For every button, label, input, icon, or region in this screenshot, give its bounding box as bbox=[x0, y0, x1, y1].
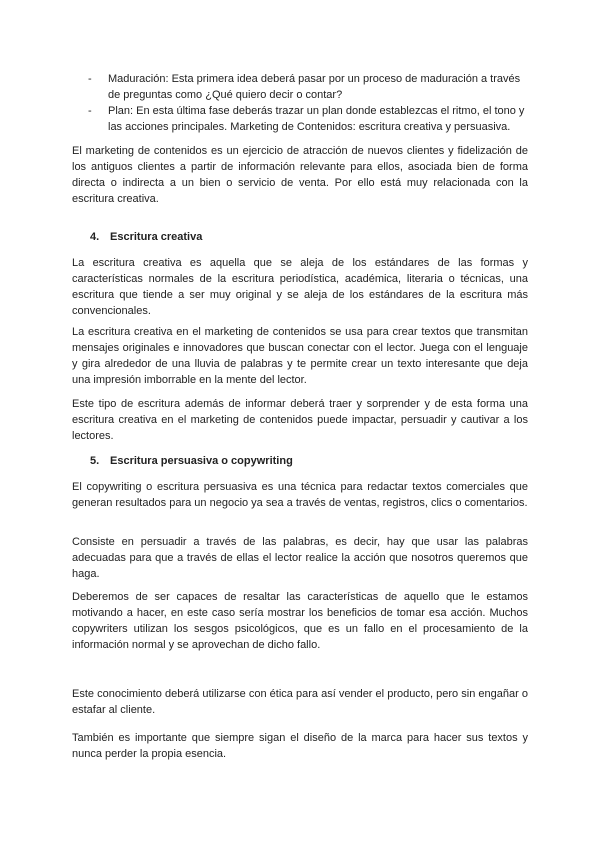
section-title: Escritura creativa bbox=[110, 231, 203, 243]
list-dash: - bbox=[88, 73, 92, 85]
paragraph-tipo-escritura: Este tipo de escritura además de informar deberá traer y sorprender y de esta forma una escritura creativa en el marketing de contenidos puede impactar, persuadir y cautivar a los lectores. bbox=[72, 398, 528, 442]
bullet-list bbox=[88, 71, 528, 135]
list-item-text: Plan: En esta última fase deberás trazar un plan donde establezcas el ritmo, el tono y las acciones principales. Marketing de Contenidos: escritura creativa y persuasiva. bbox=[108, 105, 525, 133]
list-item bbox=[88, 103, 528, 135]
paragraph-etica: Este conocimiento deberá utilizarse con ética para así vender el producto, pero sin engañar o estafar al cliente. bbox=[72, 688, 528, 716]
section-heading-5 bbox=[90, 453, 293, 469]
list-item bbox=[88, 71, 528, 103]
paragraph-escritura-creativa-definicion: La escritura creativa es aquella que se aleja de los estándares de las formas y características normales de la escritura periodística, académica, literaria o técnicas, una escritura que tiende a ser muy original y se aleja de los estándares de la escritura más convencionales. bbox=[72, 257, 528, 317]
paragraph-escritura-creativa-marketing: La escritura creativa en el marketing de contenidos se usa para crear textos que transmitan mensajes originales e innovadores que buscan conectar con el lector. Juega con el lenguaje y gira alrededor de una lluvia de palabras y te permite crear un texto interesante que deja una impresión imborrable en la mente del lector. bbox=[72, 326, 528, 386]
section-heading-4 bbox=[90, 229, 202, 245]
list-dash: - bbox=[88, 105, 92, 117]
paragraph-persuadir: Consiste en persuadir a través de las palabras, es decir, hay que usar las palabras adecuadas para que a través de ellas el lector realice la acción que nosotros queremos que haga. bbox=[72, 536, 528, 580]
paragraph-copywriting-definicion: El copywriting o escritura persuasiva es una técnica para redactar textos comerciales que generan resultados para un negocio ya sea a través de ventas, registros, clics o comentarios. bbox=[72, 481, 528, 509]
section-number: 5. bbox=[90, 455, 100, 467]
section-title: Escritura persuasiva o copywriting bbox=[110, 455, 293, 467]
section-number: 4. bbox=[90, 231, 100, 243]
paragraph-diseno-marca: También es importante que siempre sigan el diseño de la marca para hacer sus textos y nunca perder la propia esencia. bbox=[72, 732, 528, 760]
list-item-text: Maduración: Esta primera idea deberá pasar por un proceso de maduración a través de preguntas como ¿Qué quiero decir o contar? bbox=[108, 73, 521, 101]
paragraph-caracteristicas: Deberemos de ser capaces de resaltar las características de aquello que le estamos motivando a hacer, en este caso sería mostrar los beneficios de tomar esa acción. Muchos copywriters utilizan los sesgos psicológicos, que es un fallo en el procesamiento de la información normal y se aprovechan de dicho fallo. bbox=[72, 591, 528, 651]
paragraph-marketing-contenidos: El marketing de contenidos es un ejercicio de atracción de nuevos clientes y fidelización de los antiguos clientes a partir de información relevante para ellos, asociada bien de forma directa o indirecta a un bien o servicio de venta. Por ello está muy relacionada con la escritura creativa. bbox=[72, 145, 528, 205]
